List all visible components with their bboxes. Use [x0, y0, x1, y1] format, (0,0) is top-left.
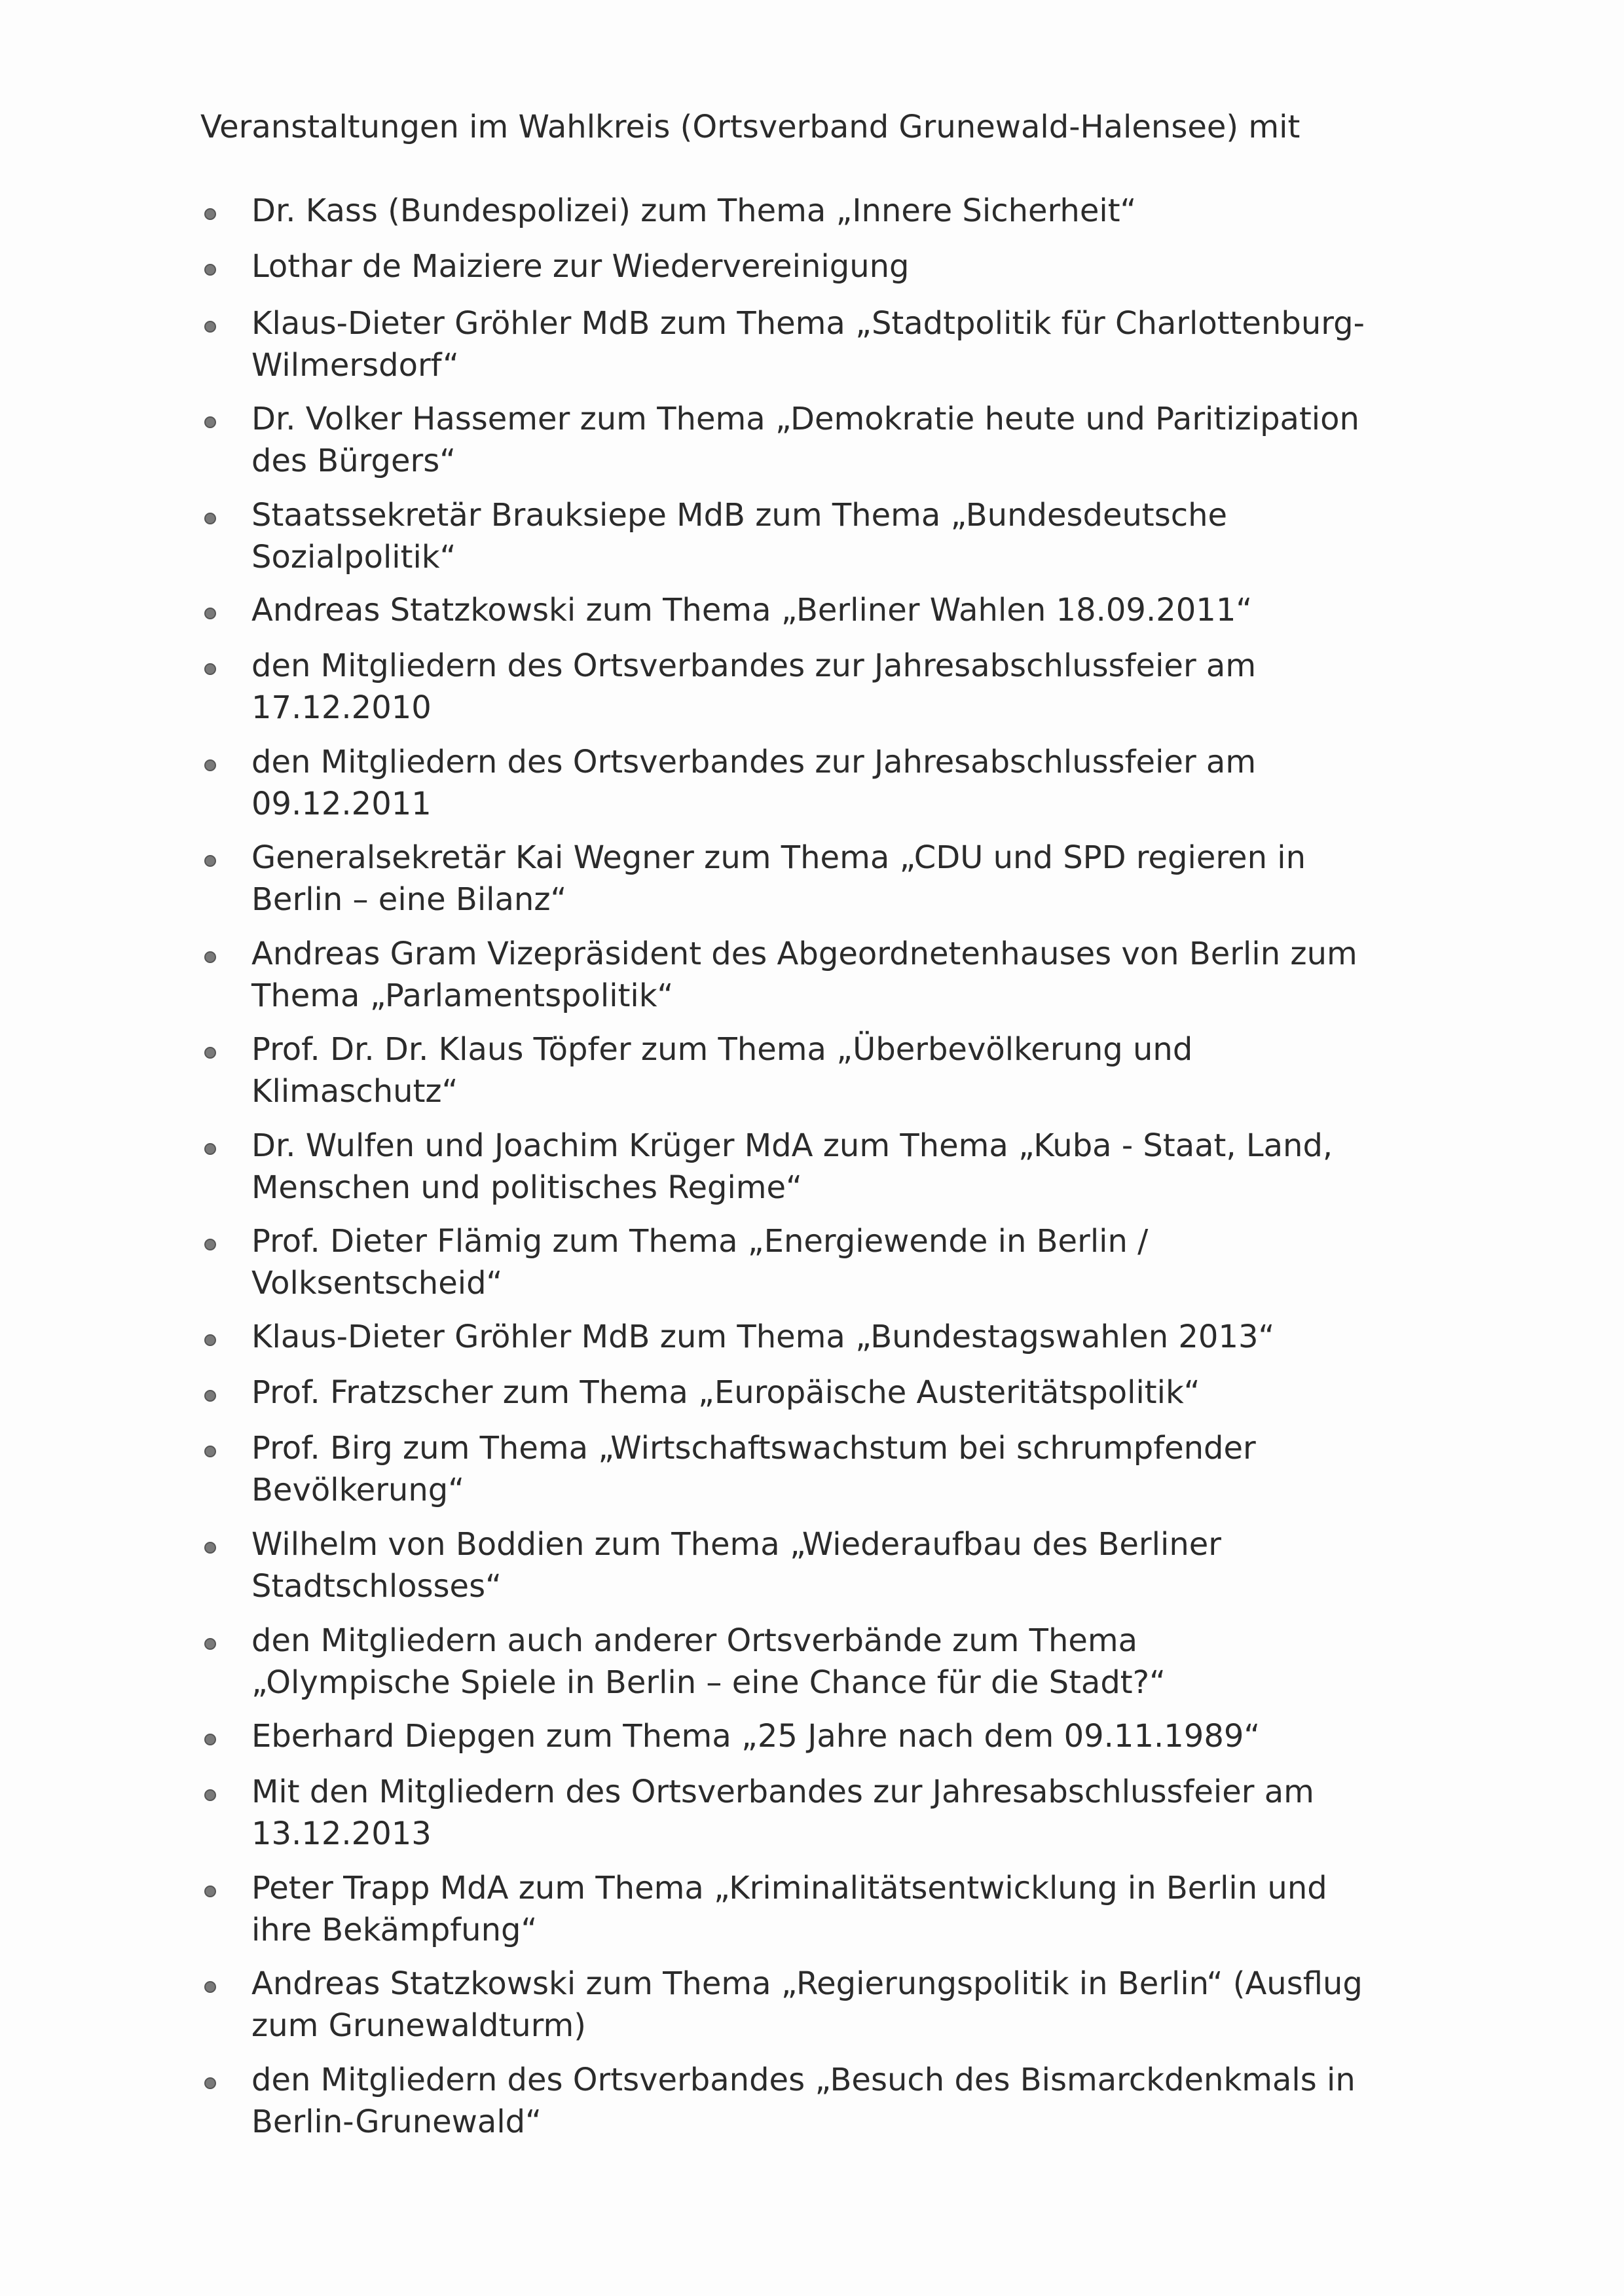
- bullet-icon: [204, 1143, 216, 1155]
- list-item-line: Andreas Statzkowski zum Thema „Berliner Wahlen 18.09.2011“: [251, 592, 1253, 629]
- bullet-icon: [204, 1734, 216, 1745]
- list-item-line: Berlin – eine Bilanz“: [251, 881, 567, 918]
- list-item-line: den Mitgliedern des Ortsverbandes „Besuch des Bismarckdenkmals in: [251, 2062, 1356, 2098]
- list-item-text: [251, 1125, 1430, 1209]
- list-item-line: Stadtschlosses“: [251, 1568, 502, 1605]
- list-item-line: 17.12.2010: [251, 689, 432, 726]
- list-item-line: Wilhelm von Boddien zum Thema „Wiederaufbau des Berliner: [251, 1526, 1222, 1563]
- list-item-text: [251, 398, 1430, 482]
- bullet-icon: [204, 1981, 216, 1993]
- list-item-line: den Mitgliedern auch anderer Ortsverbände zum Thema: [251, 1622, 1138, 1659]
- list-item-line: Mit den Mitgliedern des Ortsverbandes zur Jahresabschlussfeier am: [251, 1774, 1314, 1810]
- list-item-text: [251, 190, 1430, 232]
- list-item-text: [251, 1963, 1430, 2047]
- list-item-line: Klaus-Dieter Gröhler MdB zum Thema „Stadtpolitik für Charlottenburg-: [251, 305, 1365, 342]
- bullet-icon: [204, 1886, 216, 1897]
- list-item-text: [251, 933, 1430, 1017]
- bullet-icon: [204, 1638, 216, 1650]
- list-item-line: Prof. Dr. Dr. Klaus Töpfer zum Thema „Überbevölkerung und: [251, 1031, 1193, 1068]
- list-item-text: [251, 1523, 1430, 1607]
- list-item-text: [251, 1029, 1430, 1112]
- list-item-text: [251, 1427, 1430, 1511]
- list-item-line: Andreas Gram Vizepräsident des Abgeordnetenhauses von Berlin zum: [251, 936, 1357, 972]
- list-item-text: [251, 645, 1430, 729]
- list-item-line: Andreas Statzkowski zum Thema „Regierungspolitik in Berlin“ (Ausflug: [251, 1965, 1363, 2002]
- list-item-line: „Olympische Spiele in Berlin – eine Chance für die Stadt?“: [251, 1664, 1166, 1701]
- bullet-icon: [204, 663, 216, 675]
- page-heading: Veranstaltungen im Wahlkreis (Ortsverband Grunewald-Halensee) mit: [200, 109, 1301, 145]
- list-item-line: Klaus-Dieter Gröhler MdB zum Thema „Bundestagswahlen 2013“: [251, 1319, 1275, 1355]
- list-item-line: 09.12.2011: [251, 786, 432, 822]
- list-item-text: [251, 1220, 1430, 1304]
- list-item-line: Staatssekretär Brauksiepe MdB zum Thema „Bundesdeutsche: [251, 497, 1228, 534]
- list-item-line: Prof. Fratzscher zum Thema „Europäische Austeritätspolitik“: [251, 1374, 1200, 1411]
- list-item-line: Prof. Dieter Flämig zum Thema „Energiewende in Berlin /: [251, 1223, 1149, 1260]
- bullet-icon: [204, 1334, 216, 1346]
- list-item-text: [251, 1372, 1430, 1413]
- bullet-icon: [204, 321, 216, 333]
- list-item-line: Bevölkerung“: [251, 1472, 465, 1508]
- list-item-line: Dr. Wulfen und Joachim Krüger MdA zum Thema „Kuba - Staat, Land,: [251, 1127, 1333, 1164]
- list-item-line: zum Grunewaldturm): [251, 2007, 587, 2044]
- list-item-line: Thema „Parlamentspolitik“: [251, 977, 674, 1014]
- list-item-line: Wilmersdorf“: [251, 347, 459, 384]
- bullet-icon: [204, 513, 216, 524]
- list-item-text: [251, 1316, 1430, 1358]
- list-item-line: ihre Bekämpfung“: [251, 1912, 538, 1948]
- bullet-icon: [204, 951, 216, 963]
- bullet-icon: [204, 1390, 216, 1402]
- list-item-line: des Bürgers“: [251, 443, 456, 479]
- list-item-line: Berlin-Grunewald“: [251, 2104, 542, 2140]
- bullet-icon: [204, 264, 216, 276]
- list-item-text: [251, 1715, 1430, 1757]
- list-item-line: Klimaschutz“: [251, 1073, 458, 1110]
- list-item-text: [251, 837, 1430, 920]
- list-item-text: [251, 1620, 1430, 1704]
- list-item-line: Lothar de Maiziere zur Wiedervereinigung: [251, 248, 910, 285]
- bullet-icon: [204, 1446, 216, 1457]
- bullet-icon: [204, 608, 216, 619]
- list-item-line: Sozialpolitik“: [251, 539, 456, 575]
- bullet-icon: [204, 2077, 216, 2089]
- list-item-line: Dr. Volker Hassemer zum Thema „Demokratie heute und Paritizipation: [251, 401, 1359, 437]
- list-item-text: [251, 246, 1430, 287]
- list-item-line: 13.12.2013: [251, 1815, 432, 1852]
- list-item-line: Peter Trapp MdA zum Thema „Kriminalitätsentwicklung in Berlin und: [251, 1870, 1327, 1906]
- list-item-line: Generalsekretär Kai Wegner zum Thema „CDU und SPD regieren in: [251, 839, 1306, 876]
- list-item-line: Menschen und politisches Regime“: [251, 1169, 802, 1206]
- list-item-text: [251, 494, 1430, 578]
- list-item-line: den Mitgliedern des Ortsverbandes zur Jahresabschlussfeier am: [251, 744, 1257, 780]
- list-item-line: Eberhard Diepgen zum Thema „25 Jahre nach dem 09.11.1989“: [251, 1718, 1261, 1755]
- list-item-text: [251, 302, 1430, 386]
- list-item-text: [251, 741, 1430, 825]
- bullet-icon: [204, 1542, 216, 1554]
- bullet-icon: [204, 208, 216, 220]
- list-item-text: [251, 1771, 1430, 1855]
- list-item-text: [251, 589, 1430, 631]
- list-item-text: [251, 1867, 1430, 1951]
- bullet-icon: [204, 1789, 216, 1801]
- bullet-icon: [204, 855, 216, 867]
- list-item-line: Volksentscheid“: [251, 1265, 503, 1302]
- bullet-icon: [204, 416, 216, 428]
- list-item-line: Prof. Birg zum Thema „Wirtschaftswachstum bei schrumpfender: [251, 1430, 1256, 1467]
- list-item-line: den Mitgliedern des Ortsverbandes zur Jahresabschlussfeier am: [251, 647, 1257, 684]
- bullet-icon: [204, 1239, 216, 1250]
- list-item-text: [251, 2059, 1430, 2143]
- bullet-icon: [204, 759, 216, 771]
- list-item-line: Dr. Kass (Bundespolizei) zum Thema „Innere Sicherheit“: [251, 192, 1137, 229]
- bullet-icon: [204, 1047, 216, 1059]
